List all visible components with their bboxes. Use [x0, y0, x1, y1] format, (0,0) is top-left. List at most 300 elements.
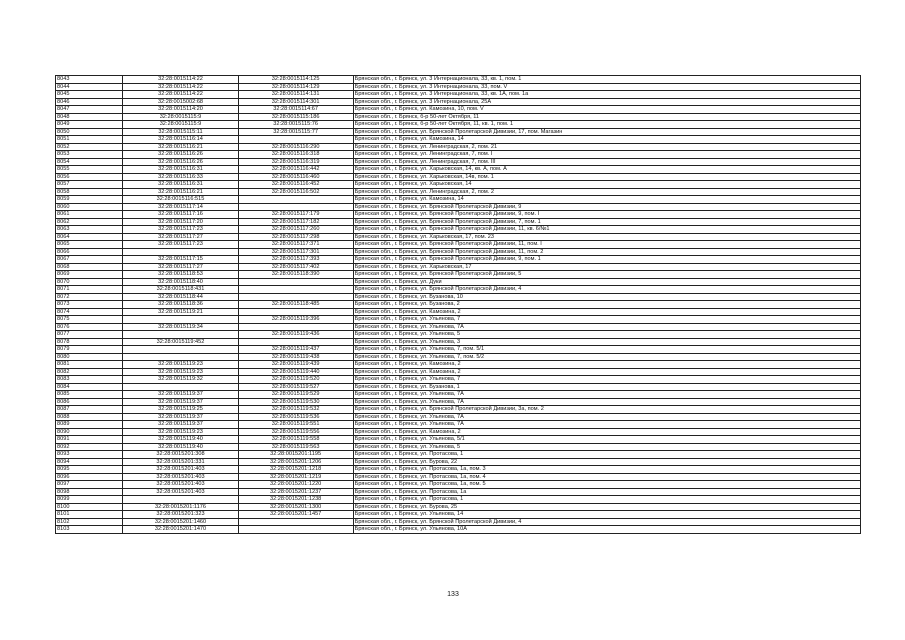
parcel-number-cell: 32:28:0015118:53	[123, 271, 238, 279]
row-number-cell: 8078	[56, 338, 123, 346]
parcel-number-cell: 32:28:0015114:20	[123, 106, 238, 114]
object-number-cell	[238, 338, 353, 346]
table-row	[56, 98, 861, 106]
table-row	[56, 196, 861, 204]
object-number-cell: 32:28:0015201:1300	[238, 503, 353, 511]
row-number-cell: 8100	[56, 503, 123, 511]
table-row	[56, 226, 861, 234]
table-row	[56, 173, 861, 181]
row-number-cell: 8087	[56, 406, 123, 414]
table-row	[56, 83, 861, 91]
address-cell: Брянская обл., г. Брянск, ул. Ульянова, 10А	[353, 526, 860, 534]
address-cell: Брянская обл., г. Брянск, ул. Брянской Пролетарской Дивизии, 9	[353, 203, 860, 211]
parcel-number-cell: 32:28:0015201:403	[123, 466, 238, 474]
parcel-number-cell: 32:28:0015116:21	[123, 143, 238, 151]
object-number-cell	[238, 308, 353, 316]
parcel-number-cell: 32:28:0015115:9	[123, 113, 238, 121]
address-cell: Брянская обл., г. Брянск, ул. Бурова, 25	[353, 503, 860, 511]
table-row	[56, 526, 861, 534]
table-row	[56, 496, 861, 504]
address-cell: Брянская обл., г. Брянск, ул. Протасова, 1а, пом. 5	[353, 481, 860, 489]
table-row	[56, 338, 861, 346]
parcel-number-cell: 32:28:0015115:11	[123, 128, 238, 136]
address-cell: Брянская обл., г. Брянск, ул. Ленинградская, 2, пом. 21	[353, 143, 860, 151]
parcel-number-cell: 32:28:0015114:22	[123, 83, 238, 91]
row-number-cell: 8074	[56, 308, 123, 316]
address-cell: Брянская обл., г. Брянск, ул. Камозина, 14	[353, 196, 860, 204]
parcel-number-cell	[123, 353, 238, 361]
row-number-cell: 8046	[56, 98, 123, 106]
address-cell: Брянская обл., г. Брянск, ул. Ульянова, 14	[353, 511, 860, 519]
row-number-cell: 8079	[56, 346, 123, 354]
table-row	[56, 143, 861, 151]
table-row	[56, 293, 861, 301]
object-number-cell: 32:28:0015119:530	[238, 398, 353, 406]
address-cell: Брянская обл., г. Брянск, ул. Камозина, 10, пом. V	[353, 106, 860, 114]
object-number-cell: 32:28:0015119:536	[238, 413, 353, 421]
parcel-number-cell: 32:28:0015116:21	[123, 188, 238, 196]
address-cell: Брянская обл., г. Брянск, ул. Брянской Пролетарской Дивизии, 11, пом. I	[353, 241, 860, 249]
address-cell: Брянская обл., г. Брянск, ул. Харьковская, 14в, пом. 1	[353, 173, 860, 181]
address-cell: Брянская обл., г. Брянск, ул. Ульянова, 3	[353, 338, 860, 346]
address-cell: Брянская обл., г. Брянск, ул. Камозина, 2	[353, 428, 860, 436]
row-number-cell: 8059	[56, 196, 123, 204]
table-row	[56, 406, 861, 414]
parcel-number-cell: 32:28:0015117:14	[123, 203, 238, 211]
row-number-cell: 8102	[56, 518, 123, 526]
address-cell: Брянская обл., г. Брянск, ул. Брянской Пролетарской Дивизии, 11, кв. 6/№1	[353, 226, 860, 234]
table-row	[56, 301, 861, 309]
parcel-number-cell: 32:28:0015116:515	[123, 196, 238, 204]
object-number-cell: 32:28:0015119:563	[238, 443, 353, 451]
row-number-cell: 8055	[56, 166, 123, 174]
address-cell: Брянская обл., г. Брянск, ул. Харьковская, 17	[353, 263, 860, 271]
object-number-cell	[238, 136, 353, 144]
table-row	[56, 263, 861, 271]
address-cell: Брянская обл., г. Брянск, ул. Ульянова, 7, пом. 5/2	[353, 353, 860, 361]
object-number-cell: 32:28:0015116:290	[238, 143, 353, 151]
row-number-cell: 8045	[56, 91, 123, 99]
parcel-number-cell: 32:28:0015201:331	[123, 458, 238, 466]
table-row	[56, 346, 861, 354]
address-cell: Брянская обл., г. Брянск, ул. Протасова, 1	[353, 496, 860, 504]
parcel-number-cell: 32:28:0015117:20	[123, 218, 238, 226]
object-number-cell: 32:28:0015116:442	[238, 166, 353, 174]
row-number-cell: 8065	[56, 241, 123, 249]
table-row	[56, 488, 861, 496]
parcel-number-cell: 32:28:0015118:431	[123, 286, 238, 294]
parcel-number-cell: 32:28:0015119:23	[123, 428, 238, 436]
object-number-cell: 32:28:0015201:1238	[238, 496, 353, 504]
parcel-number-cell: 32:28:0015117:16	[123, 211, 238, 219]
row-number-cell: 8047	[56, 106, 123, 114]
table-row	[56, 443, 861, 451]
table-row	[56, 91, 861, 99]
object-number-cell	[238, 196, 353, 204]
parcel-number-cell: 32:28:0015116:14	[123, 136, 238, 144]
address-cell: Брянская обл., г. Брянск, ул. Протасова, 1а, пом. 4	[353, 473, 860, 481]
table-row	[56, 166, 861, 174]
table-row	[56, 128, 861, 136]
object-number-cell: 32:28:0015201:1218	[238, 466, 353, 474]
row-number-cell: 8101	[56, 511, 123, 519]
object-number-cell: 32:28:0015119:527	[238, 383, 353, 391]
object-number-cell: 32:28:0015116:319	[238, 158, 353, 166]
parcel-number-cell: 32:28:0015119:452	[123, 338, 238, 346]
object-number-cell: 32:28:0015117:260	[238, 226, 353, 234]
address-cell: Брянская обл., г. Брянск, ул. Ленинградская, 2, пом. 2	[353, 188, 860, 196]
address-cell: Брянская обл., г. Брянск, ул. Брянской Пролетарской Дивизии, 7, пом. 1	[353, 218, 860, 226]
object-number-cell: 32:28:0015114:125	[238, 76, 353, 84]
table-row	[56, 473, 861, 481]
address-cell: Брянская обл., г. Брянск, ул. Брянской Пролетарской Дивизии, 9, пом. I	[353, 211, 860, 219]
row-number-cell: 8051	[56, 136, 123, 144]
address-cell: Брянская обл., г. Брянск, ул. Харьковская, 14, кв. А, пом. А	[353, 166, 860, 174]
object-number-cell: 32:28:0015201:1457	[238, 511, 353, 519]
row-number-cell: 8072	[56, 293, 123, 301]
row-number-cell: 8093	[56, 451, 123, 459]
table-row	[56, 398, 861, 406]
object-number-cell: 32:28:0015115:77	[238, 128, 353, 136]
parcel-number-cell: 32:28:0015116:26	[123, 158, 238, 166]
object-number-cell: 32:28:0015119:436	[238, 331, 353, 339]
object-number-cell: 32:28:0015119:558	[238, 436, 353, 444]
object-number-cell	[238, 293, 353, 301]
address-cell: Брянская обл., г. Брянск, ул. Протасова, 1а, пом. 3	[353, 466, 860, 474]
table-row	[56, 158, 861, 166]
row-number-cell: 8049	[56, 121, 123, 129]
table-row	[56, 511, 861, 519]
row-number-cell: 8098	[56, 488, 123, 496]
object-number-cell: 32:28:0015118:485	[238, 301, 353, 309]
table-row	[56, 121, 861, 129]
object-number-cell: 32:28:0015116:460	[238, 173, 353, 181]
parcel-number-cell: 32:28:0015119:25	[123, 406, 238, 414]
parcel-number-cell: 32:28:0015201:1470	[123, 526, 238, 534]
parcel-number-cell: 32:28:0015116:31	[123, 166, 238, 174]
table-row	[56, 503, 861, 511]
parcel-number-cell: 32:28:0015201:1460	[123, 518, 238, 526]
address-cell: Брянская обл., г. Брянск, ул. 3 Интернационала, 33, кв. 1, пом. 1	[353, 76, 860, 84]
object-number-cell	[238, 323, 353, 331]
address-cell: Брянская обл., г. Брянск, ул. Ульянова, 7А	[353, 398, 860, 406]
parcel-number-cell: 32:28:0015114:22	[123, 76, 238, 84]
table-row	[56, 233, 861, 241]
table-row	[56, 181, 861, 189]
row-number-cell: 8054	[56, 158, 123, 166]
table-row	[56, 316, 861, 324]
row-number-cell: 8068	[56, 263, 123, 271]
table-row	[56, 188, 861, 196]
object-number-cell: 32:28:0015119:437	[238, 346, 353, 354]
table-row	[56, 361, 861, 369]
object-number-cell: 32:28:0015201:1237	[238, 488, 353, 496]
row-number-cell: 8061	[56, 211, 123, 219]
object-number-cell: 32:28:0015119:439	[238, 361, 353, 369]
parcel-number-cell: 32:28:0015118:44	[123, 293, 238, 301]
object-number-cell: 32:28:0015114:129	[238, 83, 353, 91]
address-cell: Брянская обл., г. Брянск, ул. Камозина, 2	[353, 368, 860, 376]
row-number-cell: 8067	[56, 256, 123, 264]
row-number-cell: 8052	[56, 143, 123, 151]
table-row	[56, 368, 861, 376]
address-cell: Брянская обл., г. Брянск, ул. Харьковская, 14	[353, 181, 860, 189]
object-number-cell: 32:28:0015119:551	[238, 421, 353, 429]
object-number-cell: 32:28:0015116:452	[238, 181, 353, 189]
object-number-cell	[238, 203, 353, 211]
address-cell: Брянская обл., г. Брянск, ул. Ульянова, 5	[353, 331, 860, 339]
parcel-number-cell: 32:28:0015116:31	[123, 181, 238, 189]
table-row	[56, 458, 861, 466]
object-number-cell: 32:28:0015117:298	[238, 233, 353, 241]
row-number-cell: 8062	[56, 218, 123, 226]
row-number-cell: 8092	[56, 443, 123, 451]
table-row	[56, 518, 861, 526]
row-number-cell: 8083	[56, 376, 123, 384]
object-number-cell: 32:28:0015119:532	[238, 406, 353, 414]
table-row	[56, 136, 861, 144]
table-row	[56, 271, 861, 279]
parcel-number-cell: 32:28:0015117:15	[123, 256, 238, 264]
address-cell: Брянская обл., г. Брянск, ул. Брянской Пролетарской Дивизии, 11, пом. 2	[353, 248, 860, 256]
table-row	[56, 211, 861, 219]
registry-table-body	[56, 76, 861, 534]
parcel-number-cell: 32:28:0015117:27	[123, 233, 238, 241]
address-cell: Брянская обл., г. Брянск, ул. Протасова, 1а	[353, 488, 860, 496]
object-number-cell: 32:28:0015201:1195	[238, 451, 353, 459]
address-cell: Брянская обл., г. Брянск, ул. Брянской Пролетарской Дивизии, 9, пом. 1	[353, 256, 860, 264]
table-row	[56, 383, 861, 391]
row-number-cell: 8085	[56, 391, 123, 399]
row-number-cell: 8075	[56, 316, 123, 324]
object-number-cell: 32:28:0015117:393	[238, 256, 353, 264]
parcel-number-cell: 32:28:0015116:26	[123, 151, 238, 159]
object-number-cell: 32:28:0015119:396	[238, 316, 353, 324]
parcel-number-cell: 32:28:0015119:34	[123, 323, 238, 331]
address-cell: Брянская обл., г. Брянск, ул. Камозина, 2	[353, 361, 860, 369]
row-number-cell: 8076	[56, 323, 123, 331]
table-row	[56, 376, 861, 384]
address-cell: Брянская обл., г. Брянск, ул. Ленинградская, 7, пом. I	[353, 151, 860, 159]
row-number-cell: 8077	[56, 331, 123, 339]
row-number-cell: 8057	[56, 181, 123, 189]
object-number-cell: 32:28:0015119:438	[238, 353, 353, 361]
address-cell: Брянская обл., г. Брянск, ул. 3 Интернационала, 33, кв. 1А, пом. 1а	[353, 91, 860, 99]
table-row	[56, 466, 861, 474]
object-number-cell	[238, 526, 353, 534]
row-number-cell: 8071	[56, 286, 123, 294]
object-number-cell: 32:28:0015117:301	[238, 248, 353, 256]
row-number-cell: 8050	[56, 128, 123, 136]
address-cell: Брянская обл., г. Брянск, ул. Протасова, 1	[353, 451, 860, 459]
parcel-number-cell: 32:28:0015119:23	[123, 368, 238, 376]
row-number-cell: 8056	[56, 173, 123, 181]
table-row	[56, 256, 861, 264]
row-number-cell: 8096	[56, 473, 123, 481]
parcel-number-cell: 32:28:0015117:23	[123, 226, 238, 234]
object-number-cell: 32:28:0015117:179	[238, 211, 353, 219]
table-row	[56, 278, 861, 286]
row-number-cell: 8082	[56, 368, 123, 376]
object-number-cell: 32:28:0015116:318	[238, 151, 353, 159]
parcel-number-cell: 32:28:0015002:68	[123, 98, 238, 106]
table-row	[56, 286, 861, 294]
table-row	[56, 76, 861, 84]
object-number-cell: 32:28:0015115:186	[238, 113, 353, 121]
table-row	[56, 203, 861, 211]
address-cell: Брянская обл., г. Брянск, ул. Ульянова, 7А	[353, 413, 860, 421]
address-cell: Брянская обл., г. Брянск, ул. Ленинградская, 7, пом. III	[353, 158, 860, 166]
parcel-number-cell: 32:28:0015116:33	[123, 173, 238, 181]
row-number-cell: 8053	[56, 151, 123, 159]
object-number-cell: 32:28:0015117:182	[238, 218, 353, 226]
parcel-number-cell: 32:28:0015119:37	[123, 413, 238, 421]
row-number-cell: 8097	[56, 481, 123, 489]
object-number-cell: 32:28:0015201:1219	[238, 473, 353, 481]
address-cell: Брянская обл., г. Брянск, ул. 3 Интернационала, 33, пом. V	[353, 83, 860, 91]
parcel-number-cell	[123, 383, 238, 391]
address-cell: Брянская обл., г. Брянск, ул. Бузанова, 10	[353, 293, 860, 301]
table-row	[56, 308, 861, 316]
parcel-number-cell	[123, 346, 238, 354]
parcel-number-cell: 32:28:0015119:21	[123, 308, 238, 316]
row-number-cell: 8081	[56, 361, 123, 369]
parcel-number-cell: 32:28:0015201:323	[123, 511, 238, 519]
address-cell: Брянская обл., г. Брянск, ул. Брянской Пролетарской Дивизии, 5	[353, 271, 860, 279]
parcel-number-cell: 32:28:0015119:37	[123, 391, 238, 399]
parcel-number-cell: 32:28:0015117:23	[123, 241, 238, 249]
parcel-number-cell: 32:28:0015119:23	[123, 361, 238, 369]
address-cell: Брянская обл., г. Брянск, ул. Ульянова, 7	[353, 316, 860, 324]
parcel-number-cell: 32:28:0015115:9	[123, 121, 238, 129]
row-number-cell: 8044	[56, 83, 123, 91]
object-number-cell: 32:28:0015119:440	[238, 368, 353, 376]
table-row	[56, 151, 861, 159]
registry-table	[55, 75, 861, 534]
table-row	[56, 413, 861, 421]
parcel-number-cell: 32:28:0015118:40	[123, 278, 238, 286]
object-number-cell: 32:28:0015114:131	[238, 91, 353, 99]
row-number-cell: 8103	[56, 526, 123, 534]
address-cell: Брянская обл., г. Брянск, ул. Ульянова, 7А	[353, 421, 860, 429]
table-row	[56, 106, 861, 114]
parcel-number-cell: 32:28:0015201:1176	[123, 503, 238, 511]
parcel-number-cell: 32:28:0015201:403	[123, 481, 238, 489]
table-row	[56, 241, 861, 249]
address-cell: Брянская обл., г. Брянск, ул. Ульянова, 7, пом. 5/1	[353, 346, 860, 354]
row-number-cell: 8084	[56, 383, 123, 391]
address-cell: Брянская обл., г. Брянск, ул. Брянской Пролетарской Дивизии, 4	[353, 518, 860, 526]
row-number-cell: 8080	[56, 353, 123, 361]
address-cell: Брянская обл., г. Брянск, ул. Ульянова, 7	[353, 376, 860, 384]
parcel-number-cell: 32:28:0015201:403	[123, 473, 238, 481]
table-row	[56, 323, 861, 331]
parcel-number-cell: 32:28:0015119:40	[123, 443, 238, 451]
object-number-cell: 32:28:0015201:1206	[238, 458, 353, 466]
address-cell: Брянская обл., г. Брянск, ул. Ульянова, 7А	[353, 323, 860, 331]
table-row	[56, 428, 861, 436]
parcel-number-cell: 32:28:0015118:36	[123, 301, 238, 309]
row-number-cell: 8064	[56, 233, 123, 241]
object-number-cell: 32:28:0015114:301	[238, 98, 353, 106]
object-number-cell: 32:28:0015117:371	[238, 241, 353, 249]
row-number-cell: 8070	[56, 278, 123, 286]
address-cell: Брянская обл., г. Брянск, ул. Брянской Пролетарской Дивизии, 17, пом. Магазин	[353, 128, 860, 136]
object-number-cell	[238, 278, 353, 286]
address-cell: Брянская обл., г. Брянск, ул. Ульянова, 5/1	[353, 436, 860, 444]
table-row	[56, 421, 861, 429]
table-row	[56, 113, 861, 121]
object-number-cell: 32:28:0015114:67	[238, 106, 353, 114]
object-number-cell	[238, 286, 353, 294]
row-number-cell: 8088	[56, 413, 123, 421]
parcel-number-cell	[123, 331, 238, 339]
address-cell: Брянская обл., г. Брянск, ул. Ульянова, 5	[353, 443, 860, 451]
address-cell: Брянская обл., г. Брянск, ул. Харьковская, 17, пом. 23	[353, 233, 860, 241]
object-number-cell: 32:28:0015119:529	[238, 391, 353, 399]
parcel-number-cell: 32:28:0015117:27	[123, 263, 238, 271]
address-cell: Брянская обл., г. Брянск, ул. Брянской Пролетарской Дивизии, 4	[353, 286, 860, 294]
row-number-cell: 8095	[56, 466, 123, 474]
object-number-cell: 32:28:0015118:390	[238, 271, 353, 279]
address-cell: Брянская обл., г. Брянск, б-р 50-лет Октября, 11, кв. 1, пом. 1	[353, 121, 860, 129]
address-cell: Брянская обл., г. Брянск, ул. Камозина, 2	[353, 308, 860, 316]
row-number-cell: 8063	[56, 226, 123, 234]
table-row	[56, 436, 861, 444]
address-cell: Брянская обл., г. Брянск, ул. Дуки	[353, 278, 860, 286]
object-number-cell: 32:28:0015115:76	[238, 121, 353, 129]
row-number-cell: 8089	[56, 421, 123, 429]
parcel-number-cell: 32:28:0015119:40	[123, 436, 238, 444]
table-row	[56, 331, 861, 339]
table-row	[56, 391, 861, 399]
table-row	[56, 353, 861, 361]
address-cell: Брянская обл., г. Брянск, ул. 3 Интернационала, 25А	[353, 98, 860, 106]
table-row	[56, 248, 861, 256]
address-cell: Брянская обл., г. Брянск, б-р 50-лет Октября, 11	[353, 113, 860, 121]
address-cell: Брянская обл., г. Брянск, ул. Бузанова, 2	[353, 301, 860, 309]
row-number-cell: 8066	[56, 248, 123, 256]
parcel-number-cell: 32:28:0015119:37	[123, 421, 238, 429]
row-number-cell: 8048	[56, 113, 123, 121]
row-number-cell: 8060	[56, 203, 123, 211]
table-row	[56, 218, 861, 226]
object-number-cell: 32:28:0015116:502	[238, 188, 353, 196]
row-number-cell: 8069	[56, 271, 123, 279]
table-row	[56, 451, 861, 459]
address-cell: Брянская обл., г. Брянск, ул. Ульянова, 7А	[353, 391, 860, 399]
row-number-cell: 8099	[56, 496, 123, 504]
row-number-cell: 8086	[56, 398, 123, 406]
parcel-number-cell: 32:28:0015201:403	[123, 488, 238, 496]
parcel-number-cell: 32:28:0015114:22	[123, 91, 238, 99]
address-cell: Брянская обл., г. Брянск, ул. Камозина, 14	[353, 136, 860, 144]
address-cell: Брянская обл., г. Брянск, ул. Бурова, 22	[353, 458, 860, 466]
address-cell: Брянская обл., г. Брянск, ул. Бузанова, 1	[353, 383, 860, 391]
row-number-cell: 8073	[56, 301, 123, 309]
object-number-cell: 32:28:0015117:402	[238, 263, 353, 271]
row-number-cell: 8090	[56, 428, 123, 436]
parcel-number-cell	[123, 316, 238, 324]
row-number-cell: 8043	[56, 76, 123, 84]
page-number: 133	[447, 591, 459, 598]
object-number-cell: 32:28:0015201:1220	[238, 481, 353, 489]
parcel-number-cell: 32:28:0015201:308	[123, 451, 238, 459]
row-number-cell: 8091	[56, 436, 123, 444]
row-number-cell: 8094	[56, 458, 123, 466]
parcel-number-cell: 32:28:0015119:37	[123, 398, 238, 406]
row-number-cell: 8058	[56, 188, 123, 196]
